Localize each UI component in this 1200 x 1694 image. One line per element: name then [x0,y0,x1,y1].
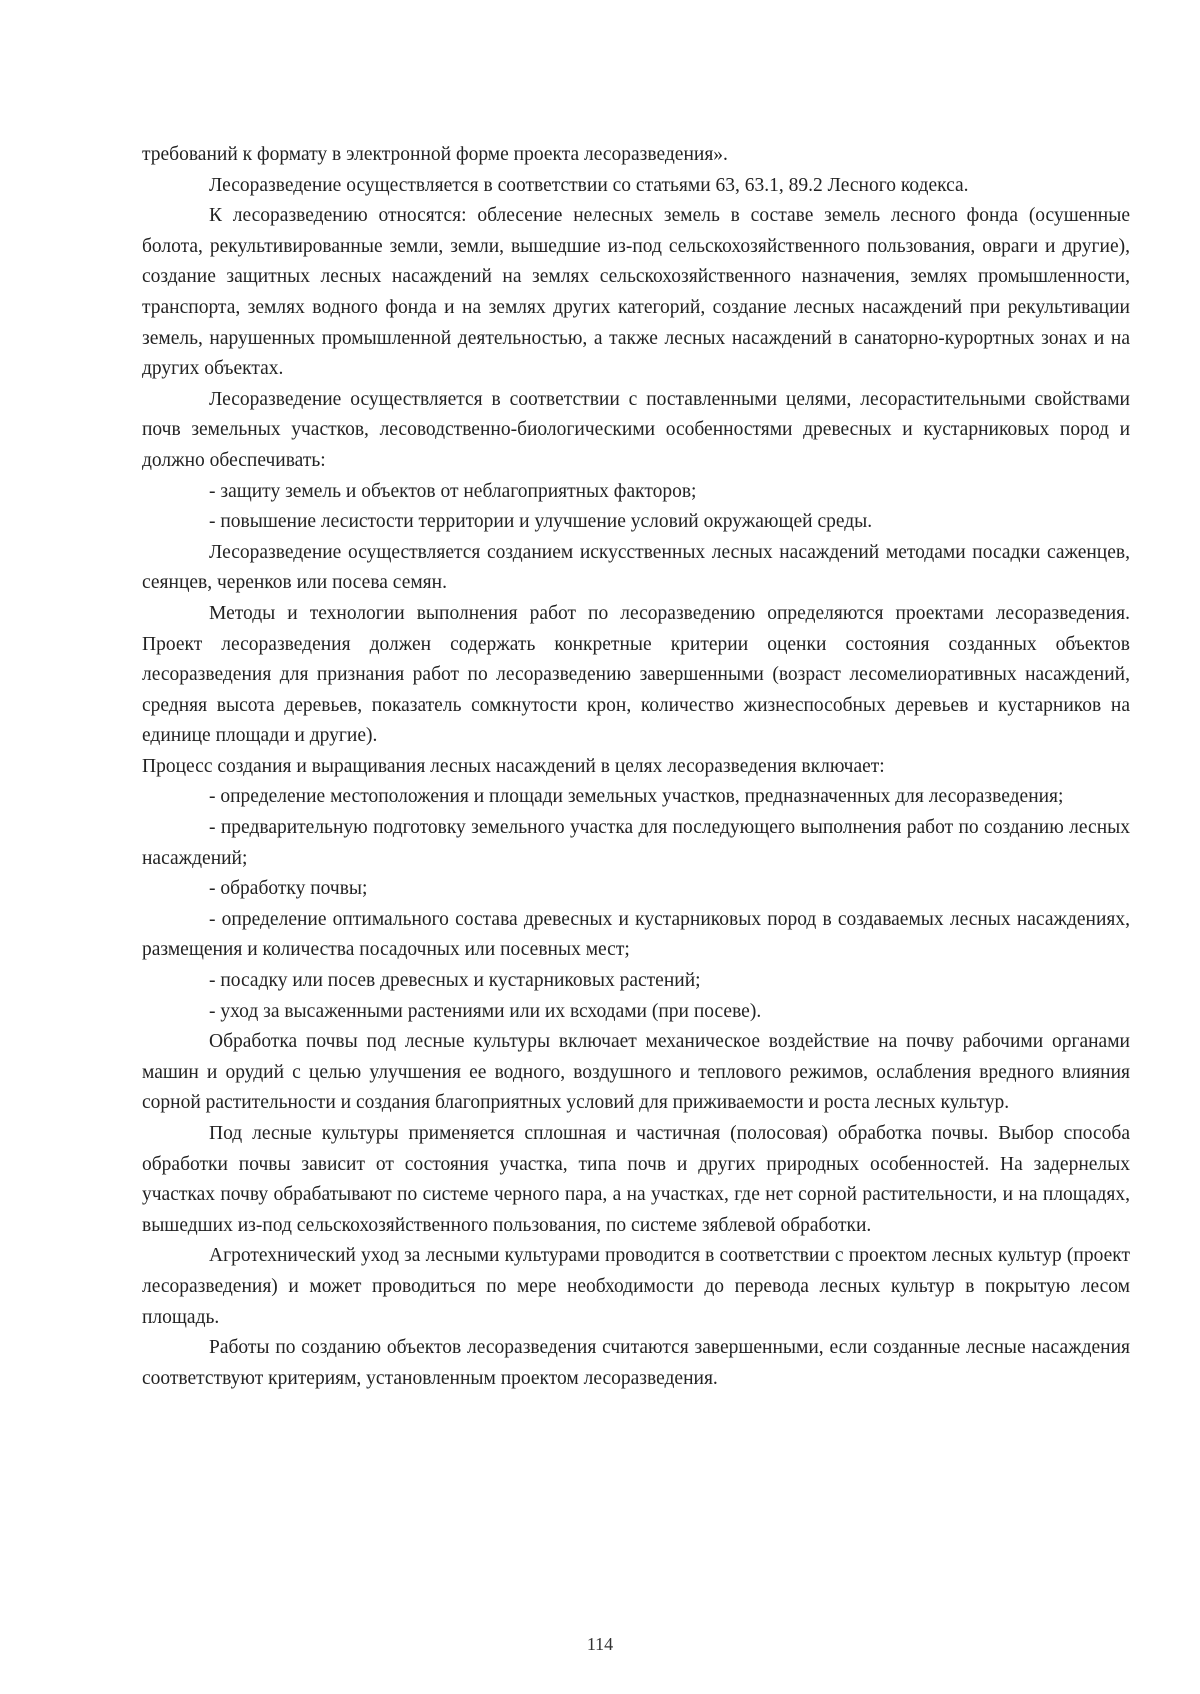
list-item: - обработку почвы; [209,878,368,900]
list-item: - повышение лесистости территории и улучшение условий окружающей среды. [209,511,873,533]
paragraph: Работы по созданию объектов лесоразведения считаются завершенными, если созданные лесные насаждения соответствуют критериям, установленным проектом лесоразведения. [142,1337,1130,1389]
paragraph: Под лесные культуры применяется сплошная и частичная (полосовая) обработка почвы. Выбор способа обработки почвы зависит от состояния участка, типа почв и других природных особенностей. На задернелых участках почву обрабатывают по системе черного пара, а на участках, где нет сорной растительности, и на площадях, вышедших из-под сельскохозяйственного пользования, по системе зяблевой обработки. [142,1123,1130,1236]
document-body [142,140,1130,1394]
paragraph: Агротехнический уход за лесными культурами проводится в соответствии с проектом лесных культур (проект лесоразведения) и может проводиться по мере необходимости до перевода лесных культур в покрытую лесом площадь. [142,1245,1130,1328]
list-item: - определение оптимального состава древесных и кустарниковых пород в создаваемых лесных насаждениях, размещения и количества посадочных или посевных мест; [142,908,1130,961]
list-item: - предварительную подготовку земельного участка для последующего выполнения работ по созданию лесных насаждений; [142,817,1130,869]
list-item: - определение местоположения и площади земельных участков, предназначенных для лесоразведения; [209,786,1064,808]
list-item: - защиту земель и объектов от неблагоприятных факторов; [209,480,697,502]
paragraph: Процесс создания и выращивания лесных насаждений в целях лесоразведения включает: [142,755,885,777]
paragraph: Лесоразведение осуществляется в соответствии со статьями 63, 63.1, 89.2 Лесного кодекса. [209,174,969,196]
list-item: - уход за высаженными растениями или их всходами (при посеве). [209,1000,762,1022]
paragraph: требований к формату в электронной форме проекта лесоразведения». [142,144,728,165]
paragraph: Методы и технологии выполнения работ по лесоразведению определяются проектами лесоразведения. Проект лесоразведения должен содержать конкретные критерии оценки состояния созданных объектов лесоразведения для признания работ по лесоразведению завершенными (возраст лесомелиоративных насаждений, средняя высота деревьев, показатель сомкнутости крон, количество жизнеспособных деревьев и кустарников на единице площади и другие). [142,602,1130,747]
list-item: - посадку или посев древесных и кустарниковых растений; [209,970,701,992]
paragraph: Лесоразведение осуществляется созданием искусственных лесных насаждений методами посадки саженцев, сеянцев, черенков или посева семян. [142,541,1130,594]
paragraph: Лесоразведение осуществляется в соответствии с поставленными целями, лесорастительными свойствами почв земельных участков, лесоводственно-биологическими особенностями древесных и кустарниковых пород и должно обеспечивать: [142,388,1130,471]
paragraph: К лесоразведению относятся: облесение нелесных земель в составе земель лесного фонда (осушенные болота, рекультивированные земли, земли, вышедшие из-под сельскохозяйственного пользования, овраги и другие), создание защитных лесных насаждений на землях сельскохозяйственного назначения, землях промышленности, транспорта, землях водного фонда и на землях других категорий, создание лесных насаждений при рекультивации земель, нарушенных промышленной деятельностью, а также лесных насаждений в санаторно-курортных зонах и на других объектах. [142,205,1130,380]
page-number: 114 [586,1634,614,1654]
paragraph: Обработка почвы под лесные культуры включает механическое воздействие на почву рабочими органами машин и орудий с целью улучшения ее водного, воздушного и теплового режимов, ослабления вредного влияния сорной растительности и создания благоприятных условий для приживаемости и роста лесных культур. [142,1031,1130,1114]
